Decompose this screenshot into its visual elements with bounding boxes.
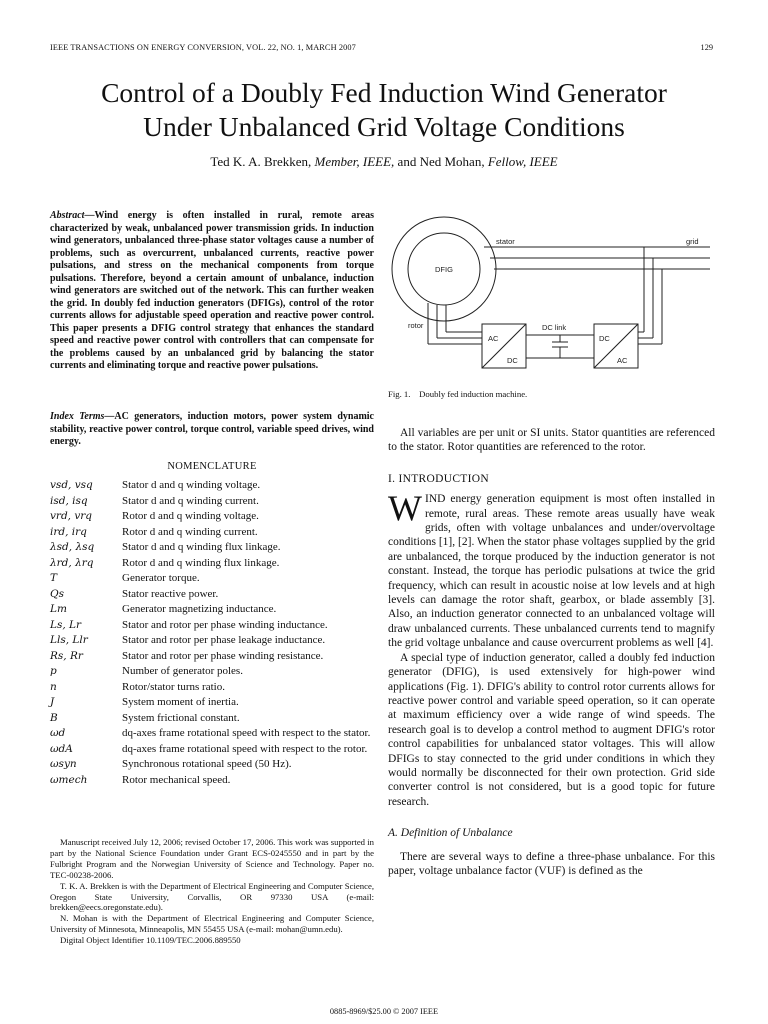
nomenclature-row	[50, 680, 374, 696]
nomenclature-row	[50, 757, 374, 773]
nomenclature-desc: Rotor d and q winding current.	[122, 525, 258, 538]
nomenclature-desc: System frictional constant.	[122, 711, 240, 724]
drop-cap: W	[388, 488, 422, 529]
nomenclature-symbol: isd, isq	[50, 494, 88, 507]
footnote-paragraph: N. Mohan is with the Department of Electrical Engineering and Computer Science, University of Minnesota, Minneapolis, MN 55455 USA (e-mail: mohan@umn.edu).	[50, 913, 374, 935]
author-1-role: Member, IEEE,	[314, 154, 395, 169]
footnote-paragraph: T. K. A. Brekken is with the Department of Electrical Engineering and Computer Science, Oregon State University, Corvallis, OR 97330 USA (e-mail: brekken@eecs.oregonstate.edu).	[50, 880, 374, 913]
author-line	[0, 154, 768, 170]
author-2: Ned Mohan,	[419, 154, 485, 169]
nomenclature-row	[50, 540, 374, 556]
nomenclature-desc: Stator d and q winding current.	[122, 494, 259, 507]
index-terms-text: —AC generators, induction motors, power system dynamic stability, reactive power control, torque control, variable speed drives, wind energy.	[50, 411, 374, 447]
nomenclature-desc: dq-axes frame rotational speed with respect to the rotor.	[122, 742, 368, 755]
nomenclature-desc: Stator d and q winding flux linkage.	[122, 541, 281, 553]
nomenclature-desc: Generator magnetizing inductance.	[122, 603, 277, 615]
label-grid: grid	[686, 237, 699, 246]
nomenclature-row	[50, 571, 374, 587]
nomenclature-desc: Rotor mechanical speed.	[122, 773, 231, 786]
nomenclature-row	[50, 587, 374, 603]
nomenclature-symbol: λsd, λsq	[50, 541, 95, 553]
nomenclature-desc: dq-axes frame rotational speed with respect to the stator.	[122, 727, 371, 739]
nomenclature-row	[50, 602, 374, 618]
manuscript-footnote	[50, 837, 374, 946]
nomenclature-symbol: J	[50, 696, 55, 708]
nomenclature-row	[50, 664, 374, 680]
units-paragraph: All variables are per unit or SI units. Stator quantities are referenced to the stator. Rotor quantities are referenced to the rotor.	[388, 427, 715, 454]
nomenclature-symbol: T	[50, 572, 58, 584]
nomenclature-list	[50, 478, 374, 788]
nomenclature-symbol: ωsyn	[50, 758, 77, 770]
intro-paragraph-2: A special type of induction generator, called a doubly fed induction generator (DFIG), is used extensively for high-power wind applications (Fig. 1). DFIG's ability to control rotor currents allows for reactive power control and variable speed operation, so it can operate at maximum efficiency over a wide range of wind speeds. The research goal is to develop a control method to augment DFIG's rotor control capabilities for unbalanced stator voltages. This will allow DFIGs to stay connected to the grid under conditions in which they would normally be disconnected for their own protection. Grid side converter control is not considered, but is a good topic for future research.	[388, 651, 715, 808]
nomenclature-symbol: B	[50, 711, 58, 724]
figure-caption: Fig. 1. Doubly fed induction machine.	[388, 389, 528, 399]
label-dc2: DC	[599, 334, 610, 343]
nomenclature-symbol: Ls, Lr	[50, 618, 82, 631]
nomenclature-row	[50, 618, 374, 634]
nomenclature-symbol: p	[50, 665, 57, 677]
nomenclature-symbol: ωdA	[50, 742, 73, 755]
nomenclature-desc: Stator and rotor per phase winding resistance.	[122, 649, 324, 662]
right-column	[388, 426, 715, 878]
label-rotor: rotor	[408, 321, 424, 330]
nomenclature-row	[50, 773, 374, 789]
nomenclature-symbol: vrd, vrq	[50, 510, 93, 522]
label-ac2: AC	[617, 356, 628, 365]
page-number: 129	[700, 43, 713, 52]
nomenclature-row	[50, 633, 374, 649]
nomenclature-row	[50, 649, 374, 665]
author-2-role: Fellow, IEEE	[487, 154, 558, 169]
title-line-1: Control of a Doubly Fed Induction Wind Generator	[101, 77, 667, 108]
nomenclature-desc: Number of generator poles.	[122, 665, 243, 677]
footnote-paragraph: Digital Object Identifier 10.1109/TEC.2006.889550	[60, 935, 241, 946]
nomenclature-symbol: vsd, vsq	[50, 479, 93, 491]
abstract-text: —Wind energy is often installed in rural, remote areas characterized by weak, unbalanced power transmission grids. In induction wind generators, unbalanced three-phase stator voltages cause a number of problems, such as overcurrent, unbalanced currents, reactive power pulsations, and stress on the mechanical components from torque pulsations. Therefore, beyond a certain amount of unbalance, induction wind generators are switched out of the network. This can further weaken the grid. In doubly fed induction generators (DFIGs), control of the rotor currents allows for adjustable speed operation and reactive power control. This paper presents a DFIG control strategy that enhances the standard speed and reactive power control with controllers that can compensate for the problems caused by an unbalanced grid by balancing the stator currents and eliminating torque and reactive power pulsations.	[50, 210, 374, 371]
nomenclature-row	[50, 695, 374, 711]
nomenclature-heading: NOMENCLATURE	[167, 461, 257, 472]
nomenclature-symbol: n	[50, 680, 57, 693]
nomenclature-desc: Stator d and q winding voltage.	[122, 479, 261, 491]
introduction-heading: I. INTRODUCTION	[388, 472, 489, 485]
index-terms	[50, 411, 374, 449]
nomenclature-desc: Rotor d and q winding voltage.	[122, 510, 259, 522]
abstract-label: Abstract	[50, 210, 85, 221]
index-terms-label: Index Terms	[50, 411, 105, 422]
nomenclature-row	[50, 494, 374, 510]
nomenclature-symbol: Lls, Llr	[50, 634, 88, 646]
subsection-paragraph: There are several ways to define a three-phase unbalance. For this paper, voltage unbalance factor (VUF) is defined as the	[388, 850, 715, 877]
copyright-footer: 0885-8969/$25.00 © 2007 IEEE	[329, 1007, 439, 1016]
nomenclature-row	[50, 726, 374, 742]
nomenclature-row	[50, 711, 374, 727]
nomenclature-desc: Stator reactive power.	[122, 587, 219, 600]
paper-title	[0, 76, 768, 144]
nomenclature-desc: System moment of inertia.	[122, 696, 239, 708]
title-line-2: Under Unbalanced Grid Voltage Conditions	[143, 111, 625, 142]
nomenclature-symbol: ωmech	[50, 773, 88, 786]
nomenclature-row	[50, 525, 374, 541]
label-dfig: DFIG	[435, 265, 453, 274]
abstract	[50, 210, 374, 373]
intro-paragraph-1-text: IND energy generation equipment is most often installed in remote, rural areas. These remote areas usually have weak grids, often with voltage unbalances and under/overvoltage conditions [1], [2]. When the stator phase voltages supplied by the grid are unbalanced, the torque produced by the induction generator is not constant. Instead, the torque has periodic pulsations at twice the grid frequency, which can result in acoustic noise at low levels and at high levels can damage the rotor shaft, gearbox, or blade assembly [3]. Also, an induction generator connected to an unbalanced voltage will draw unbalanced currents. These unbalanced currents tend to magnify the grid voltage unbalance and cause overcurrent problems as well [4].	[388, 493, 715, 650]
nomenclature-symbol: λrd, λrq	[50, 556, 94, 569]
intro-paragraph-1	[388, 488, 715, 650]
nomenclature-row	[50, 509, 374, 525]
nomenclature-symbol: ird, irq	[50, 525, 87, 538]
nomenclature-symbol: ωd	[50, 727, 66, 739]
nomenclature-row	[50, 742, 374, 758]
nomenclature-desc: Synchronous rotational speed (50 Hz).	[122, 758, 292, 770]
subsection-heading: A. Definition of Unbalance	[388, 827, 513, 840]
author-1: Ted K. A. Brekken,	[210, 154, 312, 169]
label-ac1: AC	[488, 334, 499, 343]
footnote-paragraph: Manuscript received July 12, 2006; revised October 17, 2006. This work was supported in part by the National Science Foundation under Grant ECS-0245550 and in part by the Fulbright Program and the Norwegian University of Science and Technology. Paper no. TEC-00238-2006.	[50, 837, 374, 880]
nomenclature-desc: Stator and rotor per phase leakage inductance.	[122, 634, 326, 646]
author-conjunction: and	[397, 154, 417, 169]
nomenclature-desc: Rotor/stator turns ratio.	[122, 680, 225, 693]
nomenclature-symbol: Lm	[50, 603, 67, 615]
label-dc1: DC	[507, 356, 518, 365]
nomenclature-row	[50, 478, 374, 494]
nomenclature-desc: Rotor d and q winding flux linkage.	[122, 556, 280, 569]
nomenclature-desc: Generator torque.	[122, 572, 200, 584]
label-stator: stator	[496, 237, 515, 246]
dfig-diagram	[388, 214, 718, 384]
nomenclature-row	[50, 556, 374, 572]
nomenclature-desc: Stator and rotor per phase winding inductance.	[122, 618, 328, 631]
nomenclature-symbol: Rs, Rr	[50, 649, 83, 662]
nomenclature-symbol: Qs	[50, 587, 64, 600]
label-dc-link: DC link	[542, 323, 567, 332]
journal-header: IEEE TRANSACTIONS ON ENERGY CONVERSION, VOL. 22, NO. 1, MARCH 2007	[50, 43, 356, 52]
